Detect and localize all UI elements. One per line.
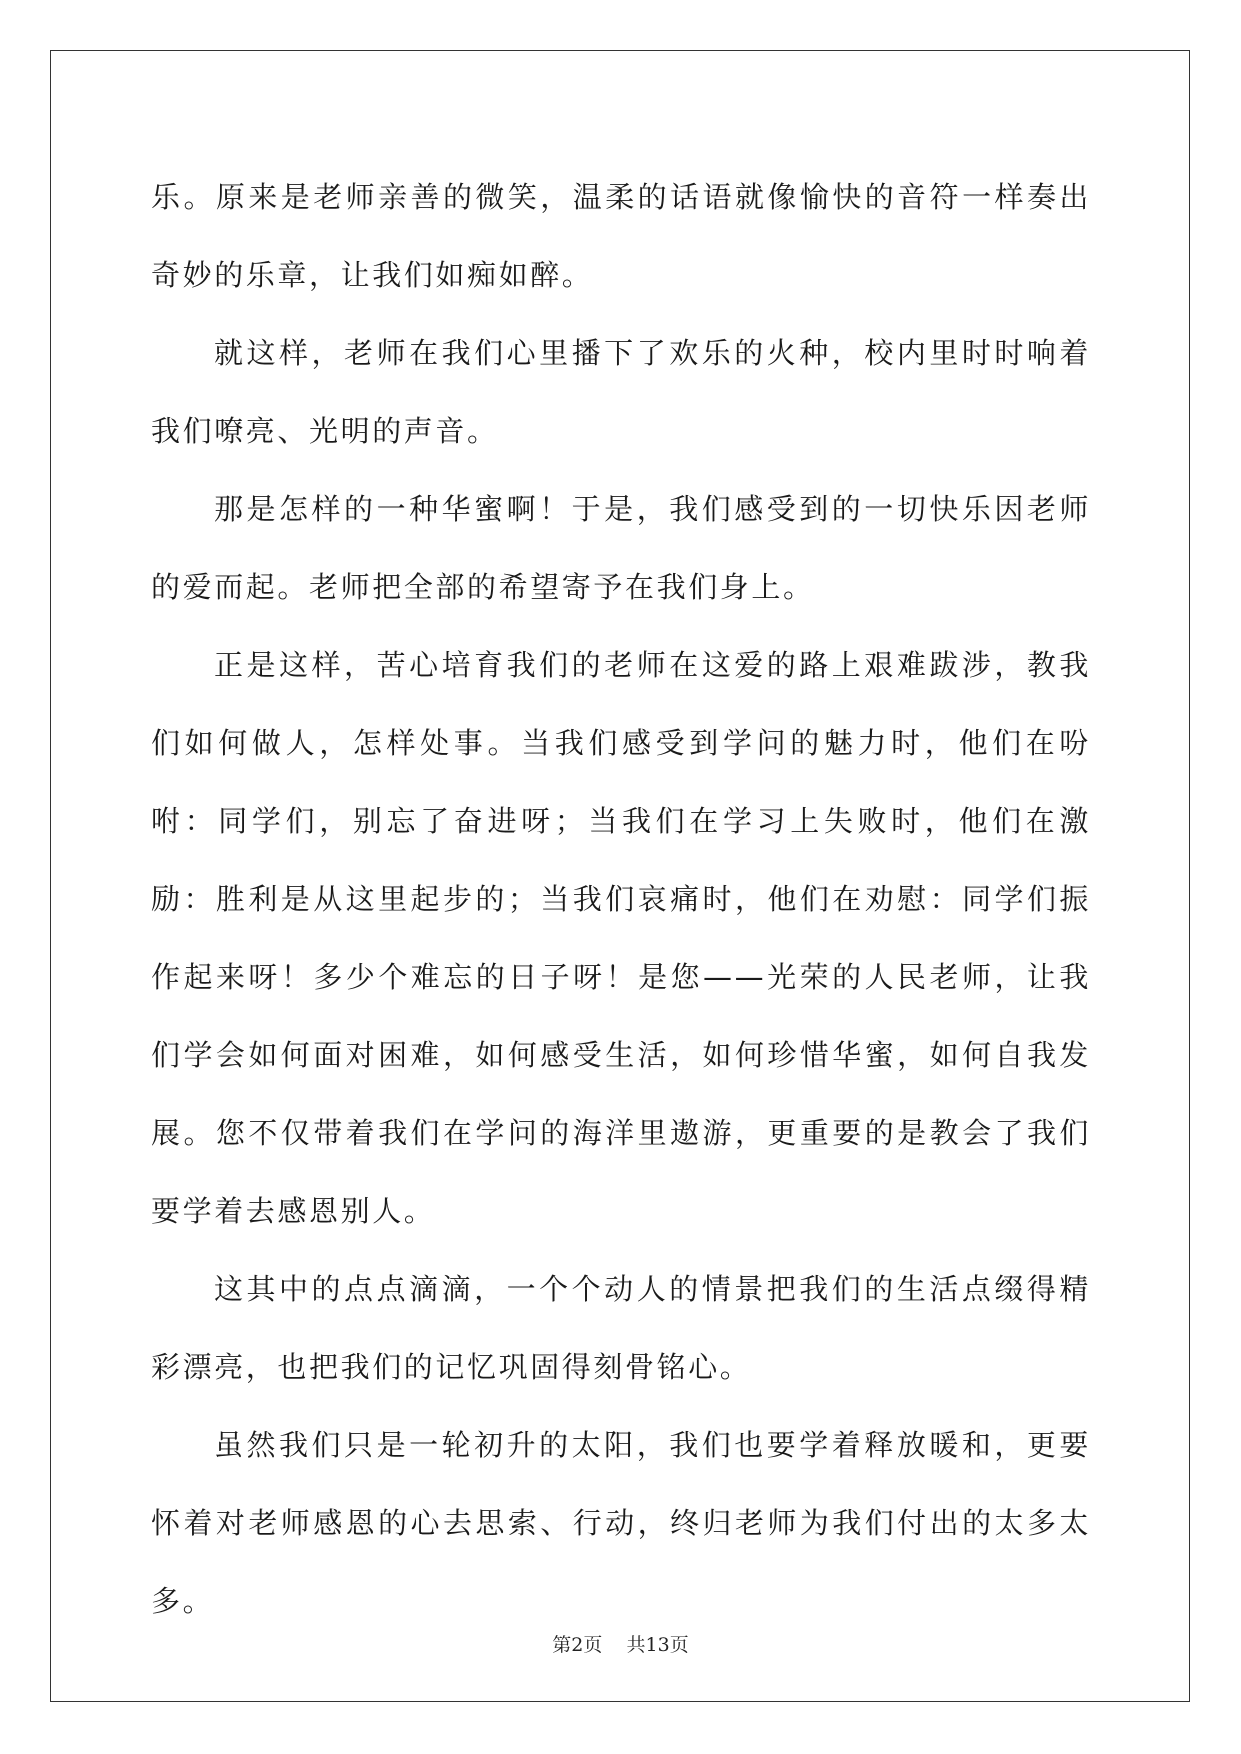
paragraph-5: 这其中的点点滴滴，一个个动人的情景把我们的生活点缀得精彩漂亮，也把我们的记忆巩固得刻骨铭心。	[151, 1272, 1091, 1384]
paragraph-6: 虽然我们只是一轮初升的太阳，我们也要学着释放暖和，更要怀着对老师感恩的心去思索、行动，终归老师为我们付出的太多太多。	[151, 1428, 1091, 1618]
document-body	[151, 158, 1091, 1640]
paragraph-1: 乐。原来是老师亲善的微笑，温柔的话语就像愉快的音符一样奏出奇妙的乐章，让我们如痴如醉。	[151, 180, 1091, 292]
page-number-footer: 第2页 共13页	[552, 1634, 689, 1656]
paragraph-3: 那是怎样的一种华蜜啊！于是，我们感受到的一切快乐因老师的爱而起。老师把全部的希望寄予在我们身上。	[151, 492, 1091, 604]
paragraph-2: 就这样，老师在我们心里播下了欢乐的火种，校内里时时响着我们嘹亮、光明的声音。	[151, 336, 1091, 448]
paragraph-4: 正是这样，苦心培育我们的老师在这爱的路上艰难跋涉，教我们如何做人，怎样处事。当我们感受到学问的魅力时，他们在吩咐：同学们，别忘了奋进呀；当我们在学习上失败时，他们在激励：胜利是从这里起步的；当我们哀痛时，他们在劝慰：同学们振作起来呀！多少个难忘的日子呀！是您——光荣的人民老师，让我们学会如何面对困难，如何感受生活，如何珍惜华蜜，如何自我发展。您不仅带着我们在学问的海洋里遨游，更重要的是教会了我们要学着去感恩别人。	[151, 648, 1091, 1228]
